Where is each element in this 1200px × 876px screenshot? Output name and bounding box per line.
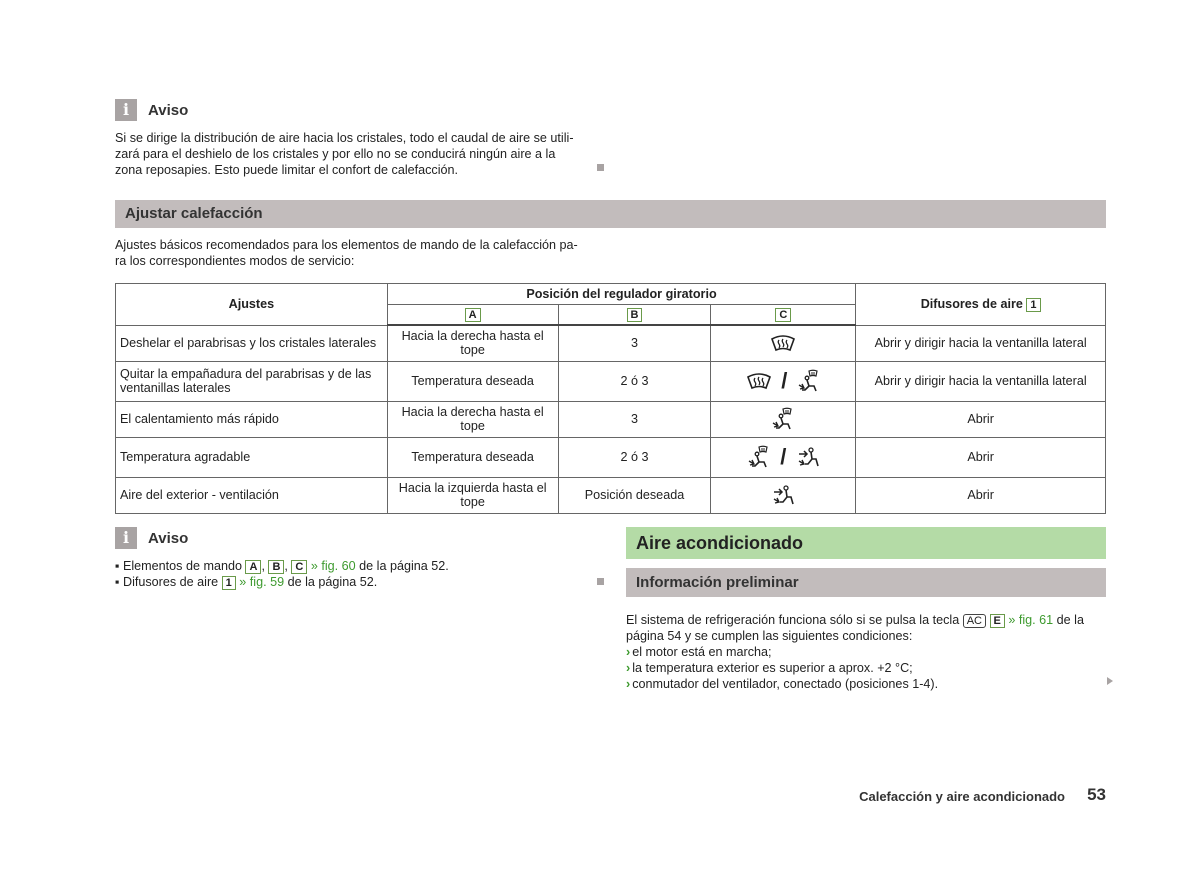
end-of-note-marker (597, 164, 604, 171)
info-icon: i (115, 527, 137, 549)
cell-a: Hacia la derecha hasta el tope (387, 325, 558, 361)
footer-chapter: Calefacción y aire acondicionado (859, 789, 1065, 804)
cell-difusores: Abrir (856, 401, 1106, 437)
subheader-a: A (387, 305, 558, 326)
cell-a: Temperatura deseada (387, 361, 558, 401)
cell-difusores: Abrir y dirigir hacia la ventanilla lateral (856, 361, 1106, 401)
cell-b: 3 (558, 325, 711, 361)
defrost-footwell-icon (797, 369, 821, 393)
key-a: A (245, 560, 261, 574)
cell-c (711, 477, 856, 513)
continue-arrow-icon (1107, 677, 1113, 685)
list-item: › conmutador del ventilador, conectado (posiciones 1-4). (626, 677, 939, 691)
cell-ajuste: El calentamiento más rápido (116, 401, 388, 437)
key-b: B (268, 560, 284, 574)
windshield-defrost-icon (746, 371, 772, 391)
cell-difusores: Abrir (856, 437, 1106, 477)
section-heading: Información preliminar (626, 568, 1106, 597)
key-1: 1 (1026, 298, 1040, 312)
list-item: › la temperatura exterior es superior a aprox. +2 °C; (626, 661, 913, 675)
conditions-paragraph: El sistema de refrigeración funciona sólo si se pulsa la tecla AC E » fig. 61 de la página 54 y se cumplen las siguientes condiciones: › el motor está en marcha; › la temperatura exterior es superior a aprox. +2 °C; › conmutador del ventilador, conectado (posiciones 1-4). (626, 612, 1106, 692)
cell-difusores: Abrir (856, 477, 1106, 513)
cell-ajuste: Aire del exterior - ventilación (116, 477, 388, 513)
subheader-b: B (558, 305, 711, 326)
cell-b: 2 ó 3 (558, 437, 711, 477)
table-row (116, 361, 1106, 401)
list-item: ▪ Difusores de aire 1 » fig. 59 de la página 52. (115, 575, 378, 589)
cell-a: Hacia la izquierda hasta el tope (387, 477, 558, 513)
page-number: 53 (1087, 785, 1106, 804)
figure-link[interactable]: » fig. 61 (1008, 613, 1054, 627)
section-intro: Ajustes básicos recomendados para los elementos de mando de la calefacción pa- ra los correspondientes modos de servicio: (115, 238, 578, 268)
face-footwell-icon (796, 445, 820, 469)
figure-link[interactable]: » fig. 59 (239, 575, 285, 589)
cell-ajuste: Temperatura agradable (116, 437, 388, 477)
cell-ajuste: Deshelar el parabrisas y los cristales laterales (116, 325, 388, 361)
table-row (116, 325, 1106, 361)
aviso-title: Aviso (148, 530, 189, 547)
cell-c (711, 325, 856, 361)
bullet-square-icon: ▪ (115, 575, 120, 589)
info-icon: i (115, 99, 137, 121)
cell-b: 2 ó 3 (558, 361, 711, 401)
key-e: E (990, 614, 1005, 628)
aviso-title: Aviso (148, 102, 189, 119)
cell-difusores: Abrir y dirigir hacia la ventanilla lateral (856, 325, 1106, 361)
heating-settings-table (115, 283, 1106, 514)
chevron-right-icon: › (626, 677, 631, 691)
cell-b: 3 (558, 401, 711, 437)
bullet-square-icon: ▪ (115, 559, 120, 573)
end-of-note-marker (597, 578, 604, 585)
table-row (116, 477, 1106, 513)
defrost-footwell-icon (771, 407, 795, 431)
chapter-heading: Aire acondicionado (626, 527, 1106, 559)
header-posicion: Posición del regulador giratorio (387, 284, 856, 305)
header-difusores: Difusores de aire 1 (856, 284, 1106, 326)
key-c: C (291, 560, 307, 574)
cell-a: Hacia la derecha hasta el tope (387, 401, 558, 437)
slash-separator: / (780, 444, 787, 469)
header-ajustes: Ajustes (116, 284, 388, 326)
slash-separator: / (781, 368, 788, 393)
ac-key: AC (963, 614, 986, 628)
chevron-right-icon: › (626, 645, 631, 659)
cell-c (711, 401, 856, 437)
cell-a: Temperatura deseada (387, 437, 558, 477)
subheader-c: C (711, 305, 856, 326)
cell-c (711, 361, 856, 401)
chevron-right-icon: › (626, 661, 631, 675)
list-item: › el motor está en marcha; (626, 645, 772, 659)
key-1: 1 (222, 576, 236, 590)
cell-ajuste: Quitar la empañadura del parabrisas y de las ventanillas laterales (116, 361, 388, 401)
list-item: ▪ Elementos de mando A , B , C » fig. 60 de la página 52. (115, 559, 449, 573)
table-row (116, 437, 1106, 477)
cell-c (711, 437, 856, 477)
windshield-defrost-icon (770, 333, 796, 353)
face-footwell-icon (771, 483, 795, 507)
cell-b: Posición deseada (558, 477, 711, 513)
defrost-footwell-icon (747, 445, 771, 469)
aviso-text: Si se dirige la distribución de aire hacia los cristales, todo el caudal de aire se utili- zará para el deshielo de los cristales y por ello no se conducirá ningún aire a la zona reposapies. Esto puede limitar el confort de calefacción. (115, 131, 574, 177)
section-heading: Ajustar calefacción (115, 200, 1106, 228)
table-row (116, 401, 1106, 437)
figure-link[interactable]: » fig. 60 (310, 559, 356, 573)
